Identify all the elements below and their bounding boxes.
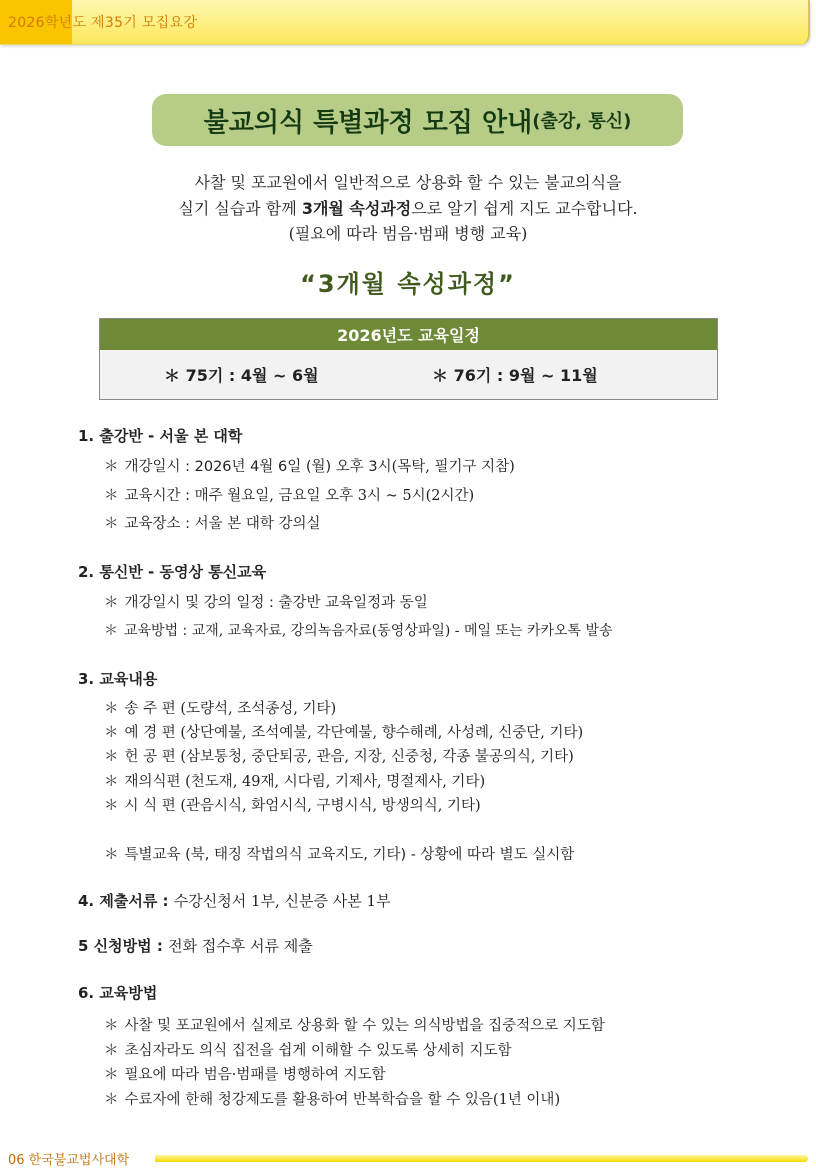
item-label: 개강일시 및 강의 일정 : (124, 595, 279, 611)
item-label: 교육시간 : (124, 488, 195, 504)
item-label: 특별교육 (북, 태징 작법의식 교육지도, 기타) (124, 847, 411, 863)
section-4 (78, 890, 391, 911)
item-label: 헌 공 편 (124, 749, 181, 765)
intro-line-3: (필요에 따라 범음·범패 병행 교육) (288, 224, 528, 243)
page-header-bar (0, 0, 810, 45)
schedule-term-75: ＊ 75기 : 4월 ~ 6월 (164, 366, 319, 385)
section-5-value: 전화 접수후 서류 제출 (168, 937, 313, 955)
item-value: - 상황에 따라 별도 실시함 (410, 847, 575, 863)
item-value: (도량석, 조석종성, 기타) (180, 701, 337, 717)
section-2-title: 2. 통신반 - 동영상 통신교육 (78, 563, 267, 581)
intro-line-2a: 실기 실습과 함께 (178, 199, 302, 218)
section-6-title: 6. 교육방법 (78, 984, 158, 1002)
schedule-header: 2026년도 교육일정 (100, 319, 717, 350)
section-5-title: 5 신청방법 : (78, 937, 169, 955)
list-item: ＊ 교육장소 : 서울 본 대학 강의실 (104, 516, 321, 532)
item-label: 재의식편 (124, 774, 186, 790)
item-value: 매주 월요일, 금요일 오후 3시 ~ 5시(2시간) (194, 488, 475, 504)
section-5 (78, 935, 313, 956)
section-1-title: 1. 출강반 - 서울 본 대학 (78, 427, 243, 445)
item-label: 예 경 편 (124, 725, 181, 741)
section-3-title: 3. 교육내용 (78, 670, 158, 688)
item-label: 송 주 편 (124, 701, 181, 717)
list-item: ＊ 교육시간 : 매주 월요일, 금요일 오후 3시 ~ 5시(2시간) (104, 488, 475, 504)
item-value: 초심자라도 의식 집전을 쉽게 이해할 수 있도록 상세히 지도함 (124, 1043, 512, 1059)
intro-line-2c: 으로 알기 쉽게 지도 교수합니다. (411, 199, 638, 218)
item-label: 시 식 편 (124, 798, 181, 814)
list-item: ＊ 시 식 편 (관음시식, 화엄시식, 구병시식, 방생의식, 기타) (104, 798, 481, 814)
footer-text: 06 한국불교법사대학 (8, 1153, 130, 1168)
intro-line-2 (0, 196, 816, 219)
item-value: 교재, 교육자료, 강의녹음자료(동영상파일) - 메일 또는 카카오톡 발송 (191, 623, 613, 639)
intro-line-2-bold: 3개월 속성과정 (301, 199, 412, 218)
item-value: (천도재, 49재, 시다림, 기제사, 명절제사, 기타) (185, 774, 486, 790)
item-value: 필요에 따라 범음·범패를 병행하여 지도함 (124, 1067, 386, 1083)
list-item: ＊ 초심자라도 의식 집전을 쉽게 이해할 수 있도록 상세히 지도함 (104, 1043, 512, 1059)
item-value: 출강반 교육일정과 동일 (278, 595, 428, 611)
list-item: ＊ 교육방법 : 교재, 교육자료, 강의녹음자료(동영상파일) - 메일 또는 카카오톡 발송 (104, 623, 613, 639)
item-label: 교육장소 : (124, 516, 195, 532)
list-item: ＊ 개강일시 : 2026년 4월 6일 (월) 오후 3시(목탁, 필기구 지참) (104, 459, 515, 475)
list-item: ＊ 필요에 따라 범음·범패를 병행하여 지도함 (104, 1067, 386, 1083)
item-value: (상단예불, 조석예불, 각단예불, 향수해례, 사성례, 신중단, 기타) (180, 725, 584, 741)
list-item: ＊ 사찰 및 포교원에서 실제로 상용화 할 수 있는 의식방법을 집중적으로 지도함 (104, 1018, 605, 1034)
list-item: ＊ 개강일시 및 강의 일정 : 출강반 교육일정과 동일 (104, 595, 428, 611)
item-label: 교육방법 : (124, 623, 192, 639)
title-main: 불교의식 특별과정 모집 안내 (203, 107, 533, 138)
slogan: “3개월 속성과정” (300, 270, 516, 298)
list-item: ＊ 재의식편 (천도재, 49재, 시다림, 기제사, 명절제사, 기타) (104, 774, 486, 790)
section-4-title: 4. 제출서류 : (78, 892, 174, 910)
section-4-value: 수강신청서 1부, 신분증 사본 1부 (173, 892, 391, 910)
title-banner (152, 94, 683, 146)
list-item: ＊ 헌 공 편 (삼보통청, 중단퇴공, 관음, 지장, 신중청, 각종 불공의식, 기타) (104, 749, 574, 765)
item-value: (삼보통청, 중단퇴공, 관음, 지장, 신중청, 각종 불공의식, 기타) (180, 749, 574, 765)
schedule-box (99, 318, 718, 400)
item-value: (목탁, 필기구 지참) (391, 459, 515, 475)
list-item: ＊ 수료자에 한해 청강제도를 활용하여 반복학습을 할 수 있음(1년 이내) (104, 1092, 561, 1108)
item-label: 개강일시 : 2026년 4월 6일 (월) 오후 3시 (124, 459, 392, 475)
item-value: (관음시식, 화엄시식, 구병시식, 방생의식, 기타) (180, 798, 481, 814)
list-item: ＊ 특별교육 (북, 태징 작법의식 교육지도, 기타) - 상황에 따라 별도 실시함 (104, 847, 575, 863)
title-sub: (출강, 통신) (532, 111, 632, 132)
item-value: 서울 본 대학 강의실 (194, 516, 321, 532)
header-title: 2026학년도 제35기 모집요강 (8, 15, 198, 31)
item-value: 사찰 및 포교원에서 실제로 상용화 할 수 있는 의식방법을 집중적으로 지도함 (124, 1018, 605, 1034)
list-item: ＊ 송 주 편 (도량석, 조석종성, 기타) (104, 701, 337, 717)
footer-bar (155, 1155, 808, 1162)
intro-line-1: 사찰 및 포교원에서 일반적으로 상용화 할 수 있는 불교의식을 (194, 173, 622, 192)
list-item: ＊ 예 경 편 (상단예불, 조석예불, 각단예불, 향수해례, 사성례, 신중단, 기타) (104, 725, 584, 741)
item-value: 수료자에 한해 청강제도를 활용하여 반복학습을 할 수 있음(1년 이내) (124, 1092, 561, 1108)
schedule-term-76: ＊ 76기 : 9월 ~ 11월 (432, 366, 598, 385)
